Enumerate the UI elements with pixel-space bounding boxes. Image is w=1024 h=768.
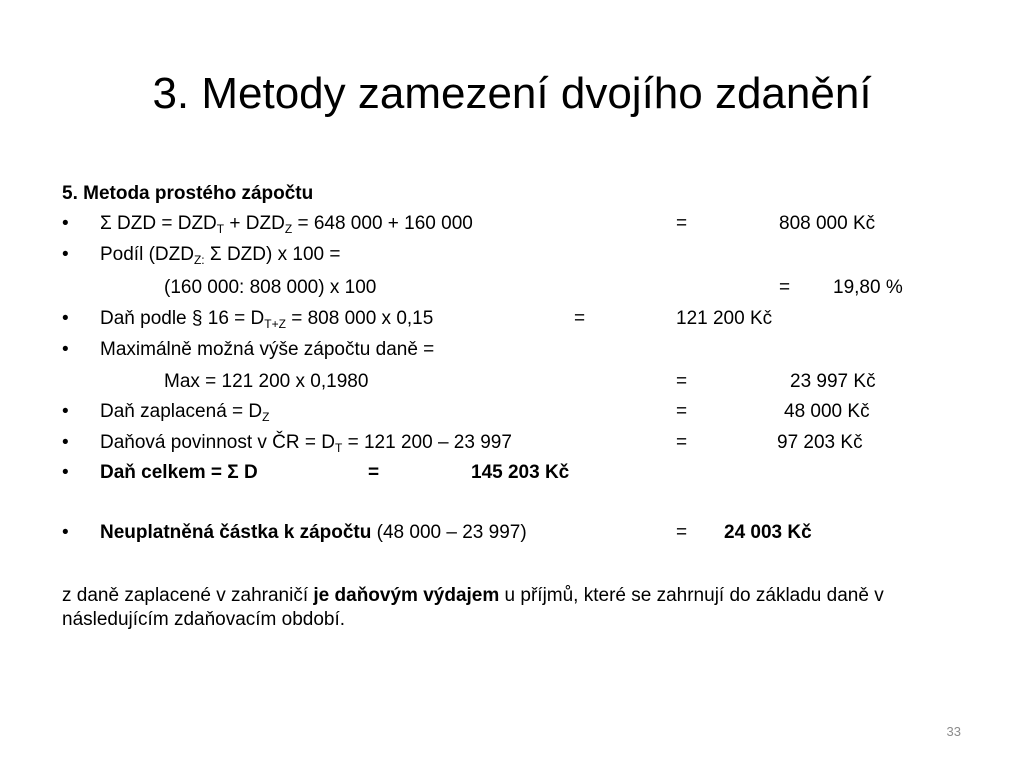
row-max-credit-eq: = (676, 371, 688, 392)
row-total-tax: Daň celkem = Σ D (100, 462, 258, 483)
note-paragraph: z daně zaplacené v zahraničí je daňovým výdajem u příjmů, které se zahrnují do základu daně v následujícím zdaňovacím období. (62, 585, 884, 630)
row-tax-16-eq: = (574, 308, 586, 329)
row-tax-paid-eq: = (676, 401, 688, 422)
bullet: • (62, 339, 69, 360)
row-max-credit-expr: Max = 121 200 x 0,1980 (164, 371, 369, 392)
row-tax-liability-cr-eq: = (676, 432, 688, 453)
row-tax-liability-cr: Daňová povinnost v ČR = $D_T = 121$ 200 – 23 997 (100, 432, 512, 455)
bullet: • (62, 522, 69, 543)
row-share-value: 19,80 % (833, 277, 903, 298)
row-share-expr: (160 000: 808 000) x 100 (164, 277, 377, 298)
row-dzd-sum: Σ DZD = $DZD_T + DZD_Z = 648$ 000 + 160 000 (100, 213, 473, 236)
row-tax-16-value: 121 200 Kč (676, 308, 773, 329)
bullet: • (62, 213, 69, 234)
bullet: • (62, 462, 69, 483)
row-tax-paid-value: 48 000 Kč (784, 401, 870, 422)
section-heading: 5. Metoda prostého zápočtu (62, 183, 314, 204)
bullet: • (62, 308, 69, 329)
bullet: • (62, 432, 69, 453)
row-unused-credit: Neuplatněná částka k zápočtu (48 000 – 23 997) (100, 522, 527, 543)
row-max-credit: Maximálně možná výše zápočtu daně = (100, 339, 435, 360)
row-tax-paid: Daň zaplacená = $D_Z$ (100, 401, 270, 424)
row-total-tax-eq: = (368, 462, 380, 483)
row-dzd-sum-eq: = (676, 213, 688, 234)
row-unused-credit-value: 24 003 Kč (724, 522, 812, 543)
bullet: • (62, 244, 69, 265)
slide-title: 3. Metody zamezení dvojího zdanění (152, 69, 872, 118)
row-total-tax-value: 145 203 Kč (471, 462, 570, 483)
page-number: 33 (946, 724, 961, 739)
row-max-credit-value: 23 997 Kč (790, 371, 876, 392)
row-tax-16: Daň podle § $16 = D_{T+Z} = 808$ 000 x 0,15 (100, 308, 434, 331)
row-dzd-sum-value: 808 000 Kč (779, 213, 876, 234)
row-share-eq: = (779, 277, 791, 298)
bullet: • (62, 401, 69, 422)
row-share: Podíl ($DZD_{Z:}$ Σ DZD) x 100 = (100, 244, 341, 267)
row-unused-credit-eq: = (676, 522, 688, 543)
row-tax-liability-cr-value: 97 203 Kč (777, 432, 863, 453)
